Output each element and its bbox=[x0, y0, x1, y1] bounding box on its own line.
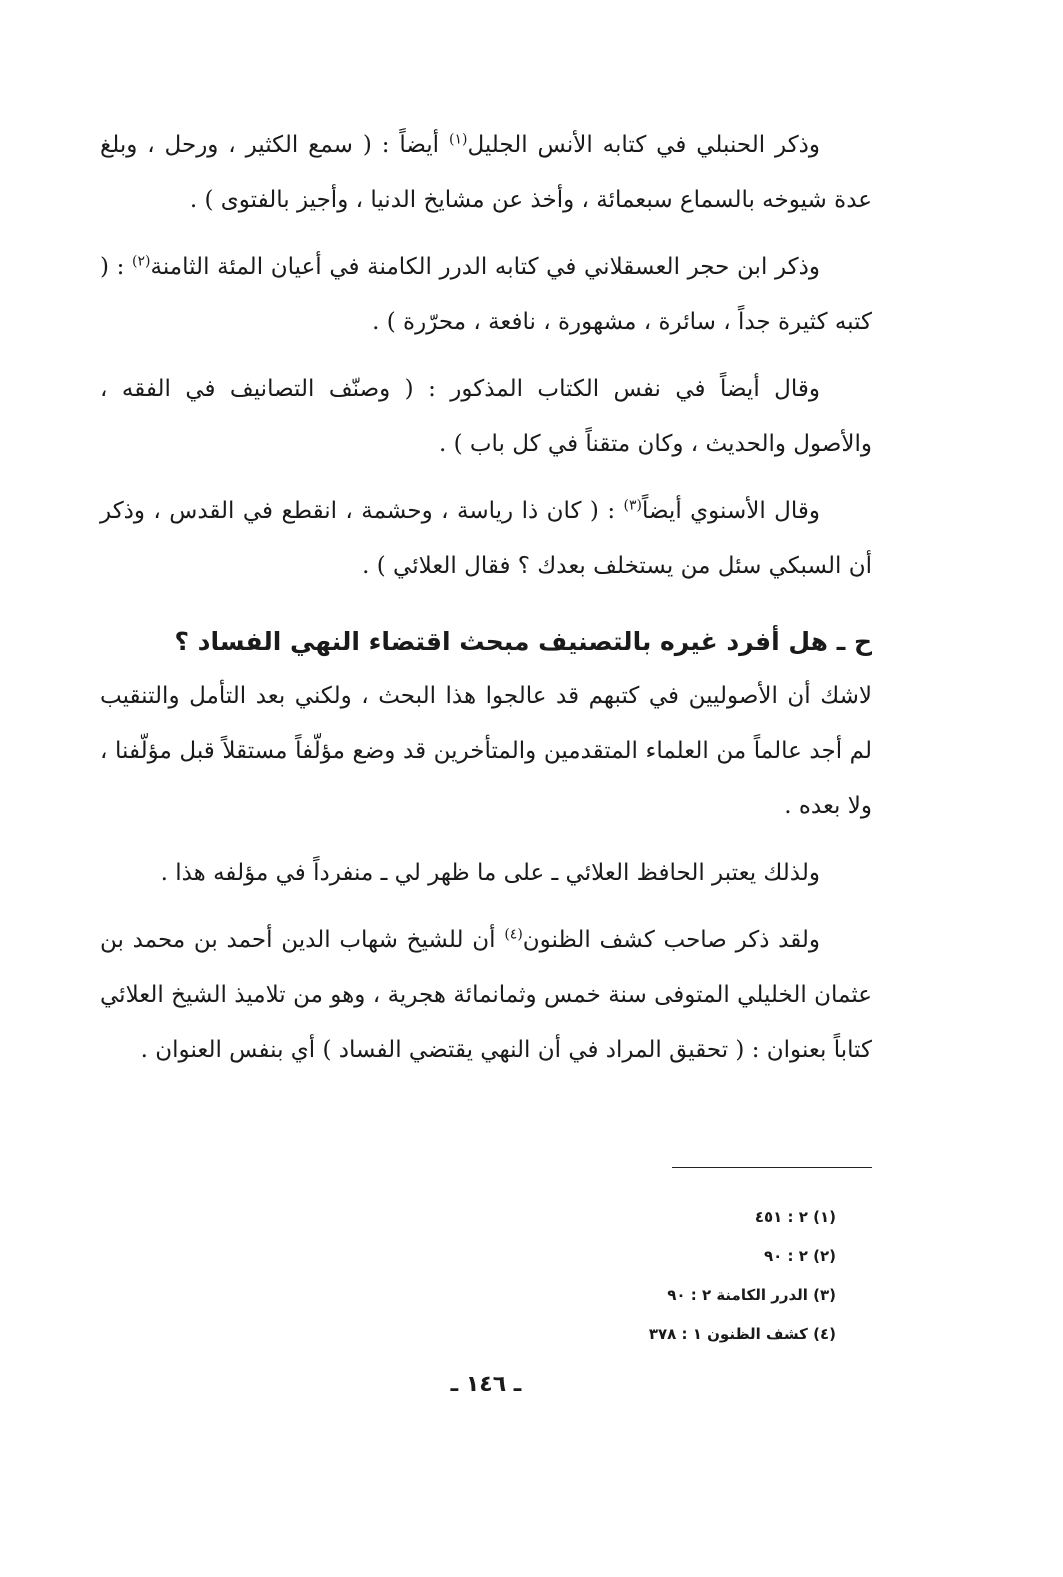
paragraph-same-book bbox=[100, 362, 872, 472]
footnote-4: (٤) كشف الظنون ١ : ٣٧٨ bbox=[648, 1325, 836, 1343]
paragraph-hanbali bbox=[100, 118, 872, 228]
paragraph-therefore bbox=[100, 846, 872, 901]
main-text bbox=[100, 118, 872, 1090]
paragraph-text: وذكر ابن حجر العسقلاني في كتابه الدرر الكامنة في أعيان المئة الثامنة bbox=[150, 254, 820, 280]
footnote-divider bbox=[672, 1167, 872, 1168]
footnote-ref-1: (١) bbox=[448, 131, 468, 148]
paragraph-text: وذكر الحنبلي في كتابه الأنس الجليل bbox=[467, 132, 820, 158]
paragraph-text: أن للشيخ شهاب الدين أحمد بن محمد بن عثمان الخليلي المتوفى سنة خمس وثمانمائة هجرية ، وهو من تلاميذ الشيخ العلائي كتاباً بعنوان : ( تحقيق المراد في أن النهي يقتضي الفساد ) أي بنفس العنوان . bbox=[100, 927, 872, 1063]
page-number: ـ ١٤٦ ـ bbox=[450, 1372, 522, 1397]
footnote-1: (١) ٢ : ٤٥١ bbox=[754, 1208, 836, 1226]
paragraph-text: ولذلك يعتبر الحافظ العلائي ـ على ما ظهر لي ـ منفرداً في مؤلفه هذا . bbox=[160, 860, 820, 886]
paragraph-text: : ( كان ذا رياسة ، وحشمة ، انقطع في القدس ، وذكر أن السبكي سئل من يستخلف بعدك ؟ فقال العلائي ) . bbox=[100, 498, 872, 579]
footnote-ref-2: (٢) bbox=[132, 253, 151, 270]
paragraph-text: : ( كتبه كثيرة جداً ، سائرة ، مشهورة ، نافعة ، محرّرة ) . bbox=[100, 254, 872, 335]
paragraph-ibn-hajar bbox=[100, 240, 872, 350]
paragraph-no-doubt bbox=[100, 669, 872, 834]
paragraph-text: لاشك أن الأصوليين في كتبهم قد عالجوا هذا البحث ، ولكني بعد التأمل والتنقيب لم أجد عالماً من العلماء المتقدمين والمتأخرين قد وضع مؤلّفاً مستقلاً قبل مؤلّفنا ، ولا بعده . bbox=[100, 683, 872, 819]
footnote-ref-4: (٤) bbox=[504, 926, 523, 943]
footnote-ref-3: (٣) bbox=[623, 497, 642, 514]
paragraph-asnawi bbox=[100, 484, 872, 594]
paragraph-text: وقال الأسنوي أيضاً bbox=[641, 498, 820, 524]
paragraph-text: ولقد ذكر صاحب كشف الظنون bbox=[522, 927, 821, 953]
footnotes bbox=[500, 1198, 836, 1354]
section-heading: ح ـ هل أفرد غيره بالتصنيف مبحث اقتضاء النهي الفساد ؟ bbox=[174, 627, 872, 656]
footnote-2: (٢) ٢ : ٩٠ bbox=[763, 1247, 836, 1265]
paragraph-text: وقال أيضاً في نفس الكتاب المذكور : ( وصنّف التصانيف في الفقه ، والأصول والحديث ، وكان متقناً في كل باب ) . bbox=[100, 376, 872, 457]
footnote-3: (٣) الدرر الكامنة ٢ : ٩٠ bbox=[667, 1286, 836, 1304]
paragraph-kashf bbox=[100, 913, 872, 1078]
paragraph-text: أيضاً : ( سمع الكثير ، ورحل ، وبلغ عدة شيوخه بالسماع سبعمائة ، وأخذ عن مشايخ الدنيا ، وأجيز بالفتوى ) . bbox=[100, 132, 872, 213]
